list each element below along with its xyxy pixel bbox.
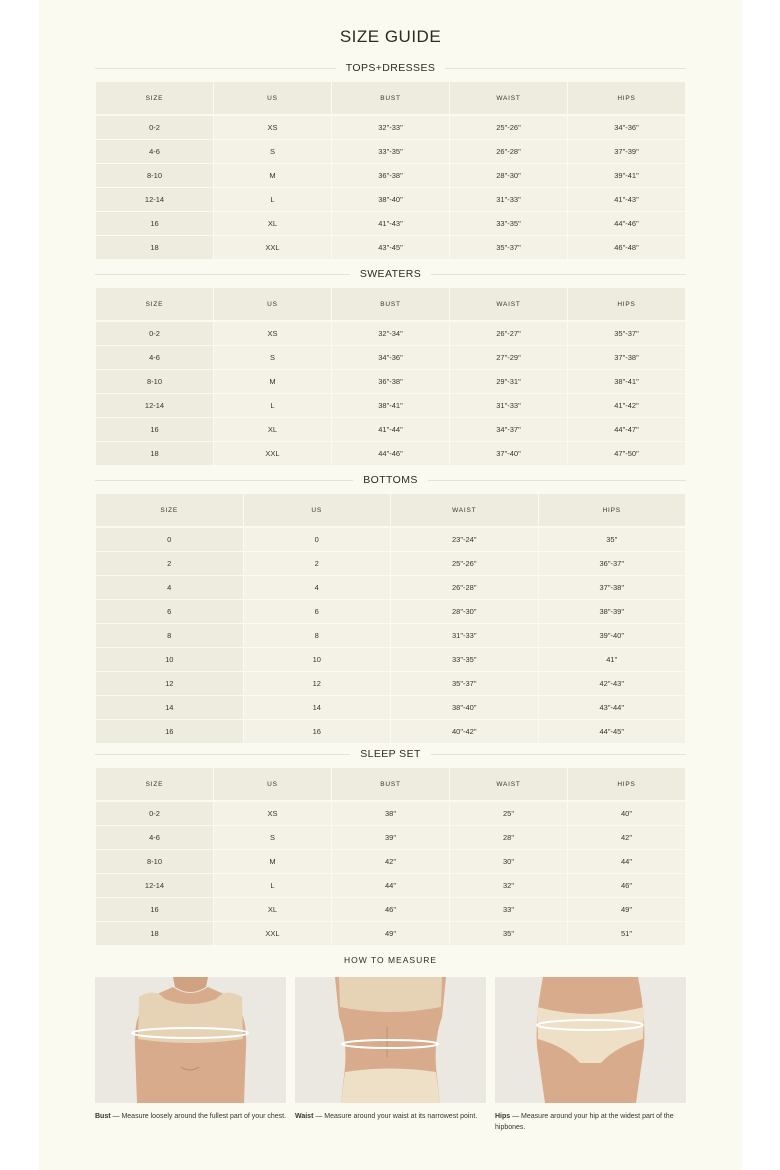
- table-cell: XL: [214, 898, 331, 922]
- table-cell: M: [214, 164, 331, 188]
- table-cell: XL: [214, 418, 331, 442]
- table-row: [96, 346, 685, 370]
- column-header: HIPS: [539, 494, 686, 528]
- table-cell: 36"-37": [539, 552, 686, 576]
- table-cell: L: [214, 188, 331, 212]
- table-cell: 4-6: [96, 346, 213, 370]
- table-cell: 25": [450, 802, 567, 826]
- table-row: [96, 600, 685, 624]
- section-label: BOTTOMS: [363, 474, 418, 486]
- table-cell: 25"-26": [450, 116, 567, 140]
- table-cell: 16: [96, 418, 213, 442]
- section-heading-sweaters: [95, 266, 686, 282]
- column-header: WAIST: [450, 768, 567, 802]
- table-cell: 38"-39": [539, 600, 686, 624]
- table-cell: 27"-29": [450, 346, 567, 370]
- table-row: [96, 418, 685, 442]
- table-row: [96, 116, 685, 140]
- hips-measure-photo: [495, 977, 686, 1103]
- table-cell: 31"-33": [450, 188, 567, 212]
- caption-term: Hips: [495, 1113, 511, 1120]
- table-cell: 35": [539, 528, 686, 552]
- table-cell: 40"-42": [391, 720, 538, 744]
- section-heading-bottoms: [95, 472, 686, 488]
- table-cell: 41"-42": [568, 394, 685, 418]
- table-cell: 14: [96, 696, 243, 720]
- column-header: WAIST: [391, 494, 538, 528]
- table-row: [96, 648, 685, 672]
- table-cell: 12-14: [96, 874, 213, 898]
- column-header: BUST: [332, 82, 449, 116]
- caption-term: Bust: [95, 1113, 111, 1120]
- table-cell: 37"-38": [568, 346, 685, 370]
- table-cell: 46": [568, 874, 685, 898]
- column-header: HIPS: [568, 82, 685, 116]
- table-cell: 14: [244, 696, 391, 720]
- section-label: SWEATERS: [359, 268, 422, 280]
- table-cell: 47"-50": [568, 442, 685, 466]
- table-row: [96, 922, 685, 946]
- page-title: SIZE GUIDE: [339, 27, 442, 46]
- section-label: SLEEP SET: [360, 748, 421, 760]
- table-cell: 10: [244, 648, 391, 672]
- column-header: US: [214, 82, 331, 116]
- table-row: [96, 802, 685, 826]
- table-cell: 23"-24": [391, 528, 538, 552]
- table-cell: 49": [568, 898, 685, 922]
- column-header: SIZE: [96, 82, 213, 116]
- table-cell: 40": [568, 802, 685, 826]
- table-cell: 33": [450, 898, 567, 922]
- table-cell: 42": [332, 850, 449, 874]
- table-cell: 12: [244, 672, 391, 696]
- table-cell: 8-10: [96, 164, 213, 188]
- table-cell: 16: [96, 720, 243, 744]
- table-cell: 0: [244, 528, 391, 552]
- column-header: HIPS: [568, 288, 685, 322]
- table-cell: 18: [96, 236, 213, 260]
- table-cell: 37"-38": [539, 576, 686, 600]
- table-row: [96, 370, 685, 394]
- table-cell: 26"-28": [391, 576, 538, 600]
- column-header: US: [214, 768, 331, 802]
- table-cell: 46"-48": [568, 236, 685, 260]
- table-cell: 41"-43": [332, 212, 449, 236]
- waist-measure-photo: [295, 977, 486, 1103]
- table-cell: 43"-44": [539, 696, 686, 720]
- table-cell: 4-6: [96, 826, 213, 850]
- table-cell: 33"-35": [332, 140, 449, 164]
- table-row: [96, 236, 685, 260]
- table-cell: M: [214, 370, 331, 394]
- table-cell: 37"-40": [450, 442, 567, 466]
- column-header: BUST: [332, 288, 449, 322]
- table-cell: 4: [96, 576, 243, 600]
- table-cell: 31"-33": [450, 394, 567, 418]
- table-cell: XS: [214, 802, 331, 826]
- table-cell: 32": [450, 874, 567, 898]
- column-header: US: [214, 288, 331, 322]
- table-cell: 39"-41": [568, 164, 685, 188]
- table-cell: 44"-46": [332, 442, 449, 466]
- divider: [95, 274, 350, 275]
- divider: [95, 754, 350, 755]
- table-cell: 28"-30": [391, 600, 538, 624]
- table-cell: 33"-35": [391, 648, 538, 672]
- table-cell: 42"-43": [539, 672, 686, 696]
- table-cell: 44": [332, 874, 449, 898]
- size-table-sweaters: [95, 288, 686, 466]
- table-cell: 34"-37": [450, 418, 567, 442]
- table-cell: 0-2: [96, 116, 213, 140]
- table-cell: 46": [332, 898, 449, 922]
- size-guide-page: [39, 0, 742, 1170]
- section-heading-tops: [95, 60, 686, 76]
- how-to-measure-heading: HOW TO MEASURE: [343, 955, 438, 965]
- table-cell: 26"-28": [450, 140, 567, 164]
- table-row: [96, 696, 685, 720]
- table-cell: 38"-40": [391, 696, 538, 720]
- table-header-row: [96, 494, 685, 528]
- table-row: [96, 442, 685, 466]
- table-cell: 0-2: [96, 802, 213, 826]
- table-cell: 26"-27": [450, 322, 567, 346]
- table-cell: 35"-37": [450, 236, 567, 260]
- table-cell: 0: [96, 528, 243, 552]
- table-cell: 41"-43": [568, 188, 685, 212]
- table-row: [96, 874, 685, 898]
- table-cell: XL: [214, 212, 331, 236]
- table-header-row: [96, 768, 685, 802]
- table-cell: 44": [568, 850, 685, 874]
- table-cell: XXL: [214, 442, 331, 466]
- table-cell: 6: [244, 600, 391, 624]
- table-cell: 2: [96, 552, 243, 576]
- table-cell: 31"-33": [391, 624, 538, 648]
- table-cell: 34"-36": [568, 116, 685, 140]
- table-row: [96, 672, 685, 696]
- section-label: TOPS+DRESSES: [345, 62, 436, 74]
- table-cell: 51": [568, 922, 685, 946]
- divider: [431, 274, 686, 275]
- table-row: [96, 140, 685, 164]
- table-cell: 38"-41": [332, 394, 449, 418]
- table-row: [96, 188, 685, 212]
- table-cell: 44"-45": [539, 720, 686, 744]
- table-cell: 35"-37": [391, 672, 538, 696]
- table-cell: 10: [96, 648, 243, 672]
- table-cell: 44"-47": [568, 418, 685, 442]
- table-cell: S: [214, 826, 331, 850]
- divider: [431, 754, 686, 755]
- table-cell: 12-14: [96, 188, 213, 212]
- caption-text: — Measure around your waist at its narrowest point.: [313, 1113, 478, 1120]
- table-cell: S: [214, 346, 331, 370]
- table-row: [96, 624, 685, 648]
- table-row: [96, 212, 685, 236]
- hips-caption: [495, 1111, 686, 1133]
- table-cell: 8: [96, 624, 243, 648]
- table-cell: 37"-39": [568, 140, 685, 164]
- table-cell: XS: [214, 116, 331, 140]
- table-cell: 29"-31": [450, 370, 567, 394]
- table-cell: 42": [568, 826, 685, 850]
- table-cell: 8-10: [96, 850, 213, 874]
- column-header: WAIST: [450, 82, 567, 116]
- table-row: [96, 826, 685, 850]
- bust-measure-photo: [95, 977, 286, 1103]
- table-row: [96, 552, 685, 576]
- table-header-row: [96, 288, 685, 322]
- caption-text: — Measure loosely around the fullest part of your chest.: [110, 1113, 287, 1120]
- table-cell: 33"-35": [450, 212, 567, 236]
- table-row: [96, 322, 685, 346]
- table-cell: L: [214, 394, 331, 418]
- table-cell: 39": [332, 826, 449, 850]
- divider: [445, 68, 686, 69]
- table-cell: 12: [96, 672, 243, 696]
- table-cell: 32"-33": [332, 116, 449, 140]
- table-row: [96, 898, 685, 922]
- size-table-tops: [95, 82, 686, 260]
- column-header: SIZE: [96, 494, 243, 528]
- table-cell: 18: [96, 922, 213, 946]
- table-cell: 34"-36": [332, 346, 449, 370]
- table-cell: 25"-26": [391, 552, 538, 576]
- table-cell: 38"-41": [568, 370, 685, 394]
- table-row: [96, 528, 685, 552]
- column-header: SIZE: [96, 768, 213, 802]
- table-cell: L: [214, 874, 331, 898]
- table-row: [96, 164, 685, 188]
- bust-caption: [95, 1111, 291, 1122]
- waist-caption: [295, 1111, 491, 1122]
- table-cell: 18: [96, 442, 213, 466]
- table-cell: 35": [450, 922, 567, 946]
- table-cell: 30": [450, 850, 567, 874]
- table-cell: XXL: [214, 922, 331, 946]
- caption-term: Waist: [295, 1113, 314, 1120]
- table-cell: 38"-40": [332, 188, 449, 212]
- table-cell: 28"-30": [450, 164, 567, 188]
- table-row: [96, 394, 685, 418]
- table-cell: 35"-37": [568, 322, 685, 346]
- table-cell: 43"-45": [332, 236, 449, 260]
- table-cell: 16: [96, 212, 213, 236]
- table-cell: 8-10: [96, 370, 213, 394]
- table-cell: S: [214, 140, 331, 164]
- table-cell: 8: [244, 624, 391, 648]
- section-heading-sleep-set: [95, 746, 686, 762]
- table-cell: 12-14: [96, 394, 213, 418]
- table-cell: 0-2: [96, 322, 213, 346]
- table-cell: XS: [214, 322, 331, 346]
- size-table-bottoms: [95, 494, 686, 744]
- divider: [95, 480, 353, 481]
- size-table-sleep-set: [95, 768, 686, 946]
- column-header: HIPS: [568, 768, 685, 802]
- column-header: SIZE: [96, 288, 213, 322]
- table-cell: 6: [96, 600, 243, 624]
- table-cell: 49": [332, 922, 449, 946]
- table-cell: 2: [244, 552, 391, 576]
- table-row: [96, 720, 685, 744]
- table-cell: 36"-38": [332, 370, 449, 394]
- table-row: [96, 576, 685, 600]
- column-header: BUST: [332, 768, 449, 802]
- table-cell: 41": [539, 648, 686, 672]
- table-cell: 36"-38": [332, 164, 449, 188]
- column-header: US: [244, 494, 391, 528]
- table-cell: 32"-34": [332, 322, 449, 346]
- column-header: WAIST: [450, 288, 567, 322]
- caption-text: — Measure around your hip at the widest part of the hipbones.: [495, 1113, 674, 1131]
- table-cell: 4-6: [96, 140, 213, 164]
- table-cell: 16: [244, 720, 391, 744]
- table-cell: 38": [332, 802, 449, 826]
- table-cell: XXL: [214, 236, 331, 260]
- table-cell: 4: [244, 576, 391, 600]
- divider: [95, 68, 336, 69]
- table-cell: 44"-46": [568, 212, 685, 236]
- divider: [428, 480, 686, 481]
- table-cell: 41"-44": [332, 418, 449, 442]
- table-cell: M: [214, 850, 331, 874]
- table-cell: 28": [450, 826, 567, 850]
- table-row: [96, 850, 685, 874]
- table-cell: 39"-40": [539, 624, 686, 648]
- table-header-row: [96, 82, 685, 116]
- table-cell: 16: [96, 898, 213, 922]
